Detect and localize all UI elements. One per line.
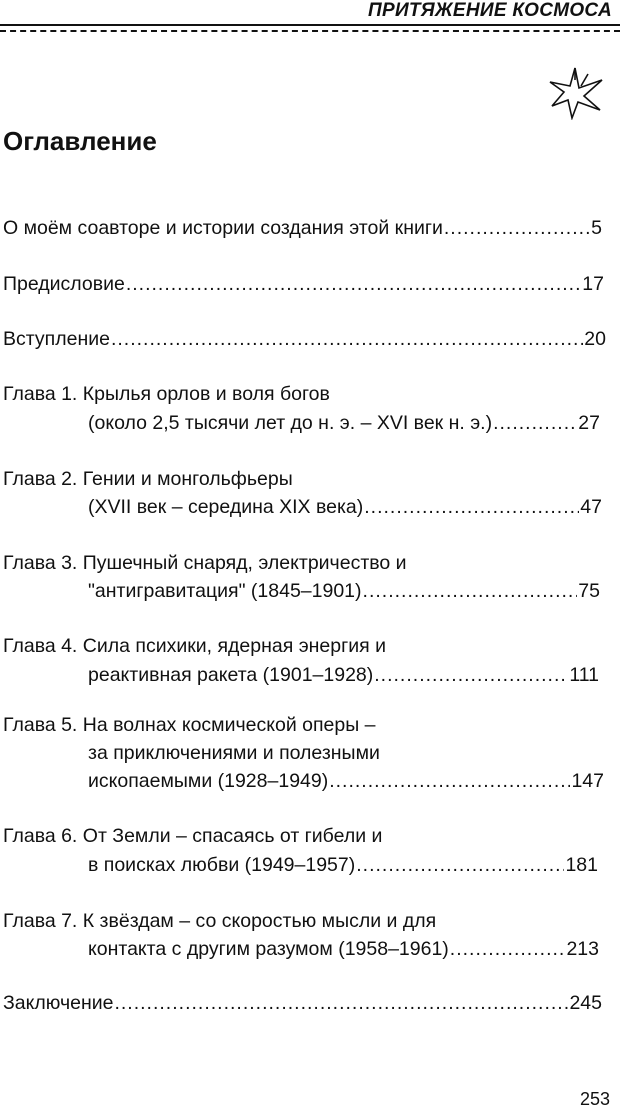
running-head: ПРИТЯЖЕНИЕ КОСМОСА xyxy=(368,0,612,21)
toc-entry-label: Предисловие xyxy=(3,273,125,295)
toc-entry-page: 47 xyxy=(580,496,602,518)
toc-entry-page: 147 xyxy=(571,770,604,792)
toc-entry-chapter-3[interactable] xyxy=(88,578,600,605)
toc-entry-chapter-1[interactable] xyxy=(88,410,600,437)
toc-entry-page: 27 xyxy=(578,412,600,434)
toc-entry-page: 17 xyxy=(582,273,604,295)
page-number: 253 xyxy=(579,1089,610,1109)
header-rule-dashed xyxy=(0,30,620,32)
toc-leader-dots xyxy=(374,662,568,689)
toc-entry-chapter-1-title[interactable]: Глава 1. Крылья орлов и воля богов xyxy=(3,383,330,405)
toc-entry-page: 111 xyxy=(569,664,599,686)
toc-entry-page: 5 xyxy=(591,217,602,239)
toc-entry-label: О моём соавторе и истории создания этой книги xyxy=(3,217,443,239)
toc-entry-label: контакта с другим разумом (1958–1961) xyxy=(88,938,449,960)
toc-leader-dots xyxy=(364,494,579,521)
toc-entry-chapter-7-title[interactable]: Глава 7. К звёздам – со скоростью мысли и для xyxy=(3,910,437,932)
toc-entry-chapter-6-title[interactable]: Глава 6. От Земли – спасаясь от гибели и xyxy=(3,825,383,847)
toc-entry-page: 181 xyxy=(565,854,598,876)
toc-entry-conclusion[interactable] xyxy=(3,990,602,1017)
toc-entry-label: реактивная ракета (1901–1928) xyxy=(88,664,374,686)
toc-entry-label: "антигравитация" (1845–1901) xyxy=(88,580,362,602)
toc-entry-preface[interactable] xyxy=(3,271,604,298)
toc-leader-dots xyxy=(111,326,583,353)
toc-entry-chapter-2-title[interactable]: Глава 2. Гении и монгольфьеры xyxy=(3,468,293,490)
toc-entry-introduction[interactable] xyxy=(3,326,606,353)
toc-entry-foreword-coauthor[interactable] xyxy=(3,215,602,242)
toc-leader-dots xyxy=(126,271,581,298)
toc-entry-chapter-3-title[interactable]: Глава 3. Пушечный снаряд, электричество и xyxy=(3,552,407,574)
toc-entry-page: 20 xyxy=(584,328,606,350)
toc-entry-label: в поисках любви (1949–1957) xyxy=(88,854,356,876)
toc-entry-label: Заключение xyxy=(3,992,114,1014)
header-rule-solid xyxy=(0,24,620,26)
toc-entry-label: (XVII век – середина XIX века) xyxy=(88,496,364,518)
toc-entry-chapter-2[interactable] xyxy=(88,494,602,521)
star-burst-icon xyxy=(548,66,604,120)
toc-leader-dots xyxy=(363,578,578,605)
toc-entry-page: 245 xyxy=(569,992,602,1014)
toc-leader-dots xyxy=(450,936,566,963)
toc-leader-dots xyxy=(114,990,568,1017)
toc-entry-chapter-4[interactable] xyxy=(88,662,599,689)
toc-entry-page: 213 xyxy=(566,938,599,960)
toc-entry-label: (около 2,5 тысячи лет до н. э. – XVI век н. э.) xyxy=(88,412,493,434)
toc-title: Оглавление xyxy=(3,126,157,156)
toc-entry-chapter-6[interactable] xyxy=(88,852,598,879)
toc-leader-dots xyxy=(493,410,577,437)
toc-entry-page: 75 xyxy=(578,580,600,602)
toc-entry-chapter-5-subtitle[interactable]: за приключениями и полезными xyxy=(88,742,380,764)
toc-leader-dots xyxy=(329,768,570,795)
toc-leader-dots xyxy=(356,852,564,879)
toc-leader-dots xyxy=(444,215,590,242)
toc-entry-label: Вступление xyxy=(3,328,110,350)
toc-entry-chapter-5-title[interactable]: Глава 5. На волнах космической оперы – xyxy=(3,714,376,736)
toc-entry-chapter-5[interactable] xyxy=(88,768,604,795)
toc-entry-label: ископаемыми (1928–1949) xyxy=(88,770,329,792)
toc-entry-chapter-4-title[interactable]: Глава 4. Сила психики, ядерная энергия и xyxy=(3,635,386,657)
toc-entry-chapter-7[interactable] xyxy=(88,936,599,963)
